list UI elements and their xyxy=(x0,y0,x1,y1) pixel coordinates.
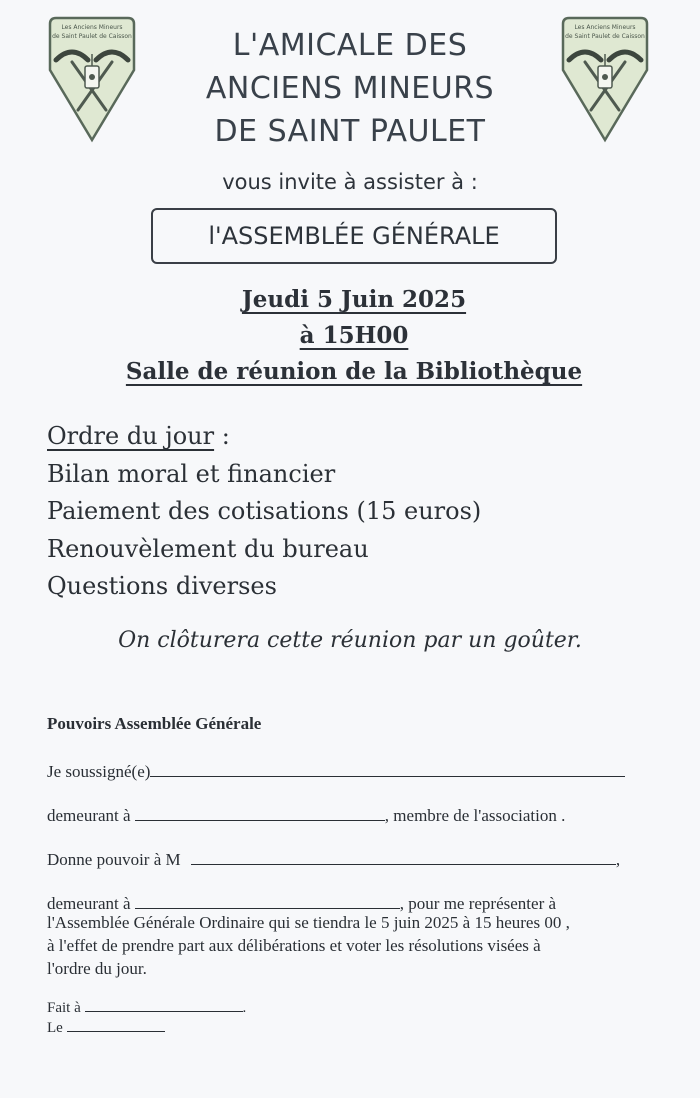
proxy-label: Donne pouvoir à M xyxy=(47,850,181,869)
logo-caption-line2: de Saint Paulet de Caisson xyxy=(565,33,645,40)
residence-row xyxy=(47,806,565,826)
association-logo-left xyxy=(42,14,142,144)
paragraph-line: l'ordre du jour. xyxy=(47,959,147,978)
association-title xyxy=(150,24,550,153)
paragraph-line: l'Assemblée Générale Ordinaire qui se tiendra le 5 juin 2025 à 15 heures 00 , xyxy=(47,913,570,932)
agenda-item: Paiement des cotisations (15 euros) xyxy=(47,497,482,525)
paragraph-line: à l'effet de prendre part aux délibérations et voter les résolutions visées à xyxy=(47,936,541,955)
logo-caption-line1: Les Anciens Mineurs xyxy=(574,24,636,31)
agenda-item: Bilan moral et financier xyxy=(47,459,336,488)
made-at-row xyxy=(47,999,246,1017)
proxy-suffix: , xyxy=(615,850,621,869)
assembly-title-box xyxy=(151,208,557,264)
proxy-paragraph xyxy=(47,911,657,980)
event-place: Salle de réunion de la Bibliothèque xyxy=(125,358,583,385)
agenda xyxy=(47,418,481,606)
made-at-field[interactable] xyxy=(85,999,243,1012)
member-text: , membre de l'association . xyxy=(384,806,566,825)
agenda-item: Questions diverses xyxy=(47,572,277,600)
association-logo-right xyxy=(555,14,655,144)
crossed-pickaxes-icon xyxy=(42,14,142,144)
event-time: à 15H00 xyxy=(299,322,409,349)
closing-note: On clôturera cette réunion par un goûter. xyxy=(118,628,582,653)
proxy-row xyxy=(47,850,620,870)
proxy-name-field[interactable] xyxy=(191,850,616,865)
residence-field[interactable] xyxy=(135,806,385,821)
crossed-pickaxes-icon xyxy=(555,14,655,144)
residence-label: demeurant à xyxy=(47,806,131,825)
title-line-2: ANCIENS MINEURS xyxy=(205,71,495,106)
made-at-suffix: . xyxy=(242,1000,247,1016)
proxy-residence-label: demeurant à xyxy=(47,894,131,913)
represent-text: , pour me représenter à xyxy=(399,894,557,913)
title-line-3: DE SAINT PAULET xyxy=(214,114,486,149)
undersigned-name-field[interactable] xyxy=(150,762,625,777)
invite-text: vous invite à assister à : xyxy=(222,170,478,194)
proxy-residence-field[interactable] xyxy=(135,894,400,909)
event-date: Jeudi 5 Juin 2025 xyxy=(241,286,467,313)
undersigned-label: Je soussigné(e) xyxy=(47,762,151,781)
date-field[interactable] xyxy=(67,1019,165,1032)
agenda-item: Renouvèlement du bureau xyxy=(47,534,369,563)
assembly-title: l'ASSEMBLÉE GÉNÉRALE xyxy=(208,222,500,250)
title-line-1: L'AMICALE DES xyxy=(232,28,468,63)
date-row xyxy=(47,1019,165,1037)
event-details xyxy=(100,282,608,390)
agenda-heading-suffix: : xyxy=(214,422,230,450)
logo-caption-line1: Les Anciens Mineurs xyxy=(61,24,123,31)
agenda-heading: Ordre du jour xyxy=(47,422,215,450)
logo-caption-line2: de Saint Paulet de Caisson xyxy=(52,33,132,40)
undersigned-row xyxy=(47,762,625,782)
made-at-label: Fait à xyxy=(47,1000,81,1016)
proxy-form-title: Pouvoirs Assemblée Générale xyxy=(47,714,262,733)
date-label: Le xyxy=(47,1020,63,1036)
